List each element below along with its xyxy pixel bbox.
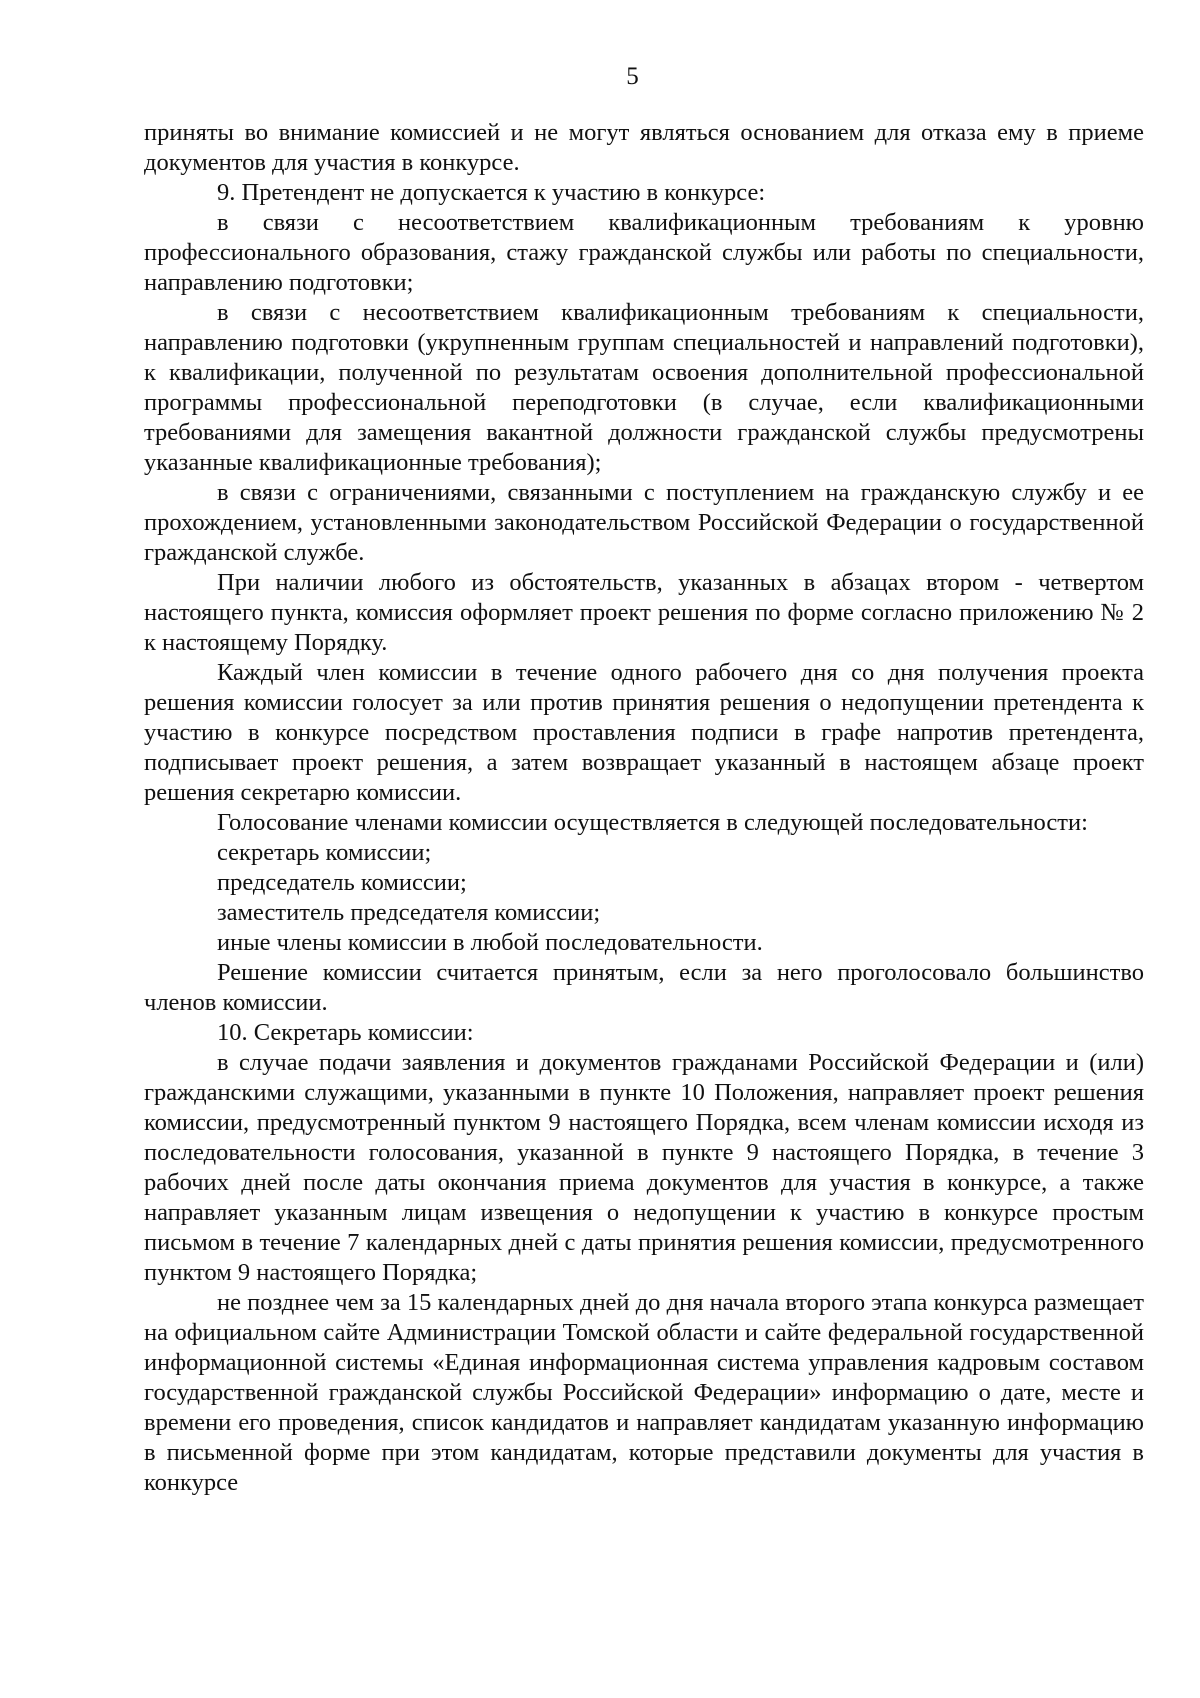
list-item-other-members: иные члены комиссии в любой последовательности. <box>217 929 763 956</box>
paragraph-voting-order: Голосование членами комиссии осуществляется в следующей последовательности: <box>217 809 1088 836</box>
paragraph-draft-decision: При наличии любого из обстоятельств, указанных в абзацах втором - четвертом настоящего пункта, комиссия оформляет проект решения по форме согласно приложению № 2 к настоящему Порядку. <box>144 569 1144 656</box>
paragraph-clause-10-item-2: не позднее чем за 15 календарных дней до дня начала второго этапа конкурса размещает на официальном сайте Администрации Томской области и сайте федеральной государственной информационной системы «Единая информационная система управления кадровым составом государственной гражданской службы Российской Федерации» информацию о дате, месте и времени его проведения, список кандидатов и направляет кандидатам указанную информацию в письменной форме при этом кандидатам, которые представили документы для участия в конкурсе <box>144 1289 1144 1496</box>
paragraph-clause-10-item-1: в случае подачи заявления и документов гражданами Российской Федерации и (или) гражданскими служащими, указанными в пункте 10 Положения, направляет проект решения комиссии, предусмотренный пунктом 9 настоящего Порядка, всем членам комиссии исходя из последовательности голосования, указанной в пункте 9 настоящего Порядка, в течение 3 рабочих дней после даты окончания приема документов для участия в конкурсе, а также направляет указанным лицам извещения о недопущении к участию в конкурсе простым письмом в течение 7 календарных дней с даты принятия решения комиссии, предусмотренного пунктом 9 настоящего Порядка; <box>144 1049 1144 1286</box>
paragraph-clause-10-heading: 10. Секретарь комиссии: <box>217 1019 474 1046</box>
paragraph-clause-9-item-1: в связи с несоответствием квалификационным требованиям к уровню профессионального образования, стажу гражданской службы или работы по специальности, направлению подготовки; <box>144 209 1144 296</box>
document-body <box>144 118 1144 1498</box>
list-item-secretary: секретарь комиссии; <box>217 839 432 866</box>
page-number: 5 <box>626 63 639 90</box>
paragraph-clause-9-item-3: в связи с ограничениями, связанными с поступлением на гражданскую службу и ее прохождением, установленными законодательством Российской Федерации о государственной гражданской службе. <box>144 479 1144 566</box>
paragraph-continuation: приняты во внимание комиссией и не могут являться основанием для отказа ему в приеме документов для участия в конкурсе. <box>144 119 1144 176</box>
list-item-chairman: председатель комиссии; <box>217 869 467 896</box>
paragraph-clause-9-item-2: в связи с несоответствием квалификационным требованиям к специальности, направлению подготовки (укрупненным группам специальностей и направлений подготовки), к квалификации, полученной по результатам освоения дополнительной профессиональной программы профессиональной переподготовки (в случае, если квалификационными требованиями для замещения вакантной должности гражданской службы предусмотрены указанные квалификационные требования); <box>144 299 1144 476</box>
list-item-deputy-chairman: заместитель председателя комиссии; <box>217 899 601 926</box>
paragraph-decision-adopted: Решение комиссии считается принятым, если за него проголосовало большинство членов комиссии. <box>144 959 1144 1016</box>
paragraph-clause-9-heading: 9. Претендент не допускается к участию в конкурсе: <box>217 179 766 206</box>
paragraph-member-voting: Каждый член комиссии в течение одного рабочего дня со дня получения проекта решения комиссии голосует за или против принятия решения о недопущении претендента к участию в конкурсе посредством проставления подписи в графе напротив претендента, подписывает проект решения, а затем возвращает указанный в настоящем абзаце проект решения секретарю комиссии. <box>144 659 1144 806</box>
